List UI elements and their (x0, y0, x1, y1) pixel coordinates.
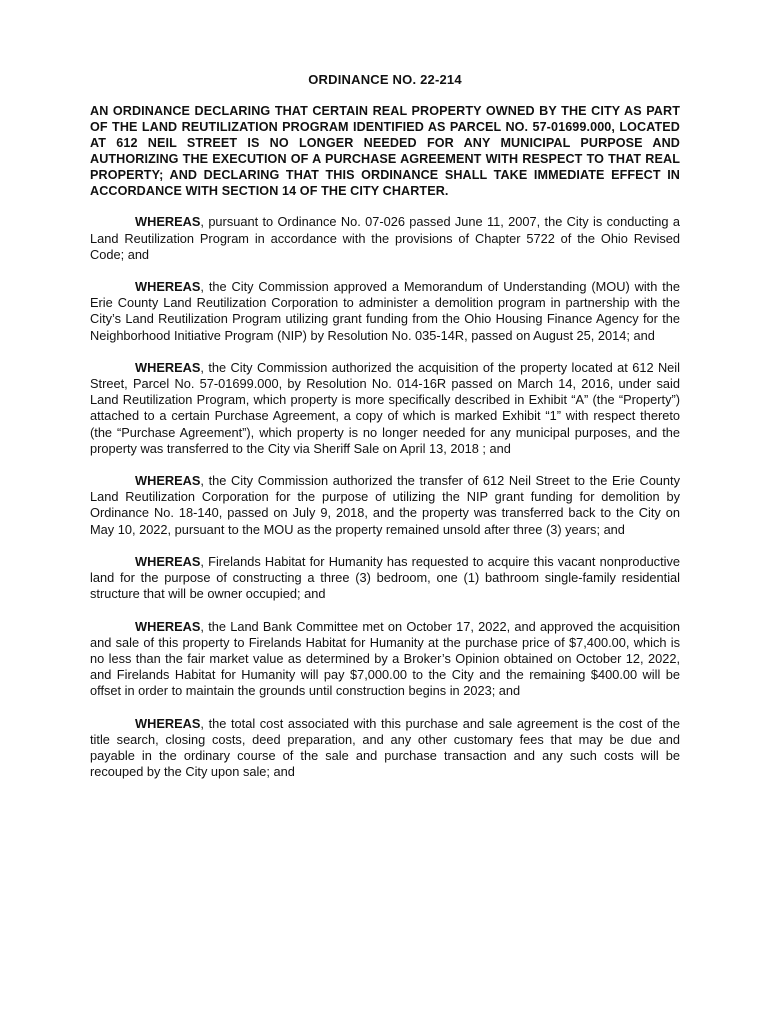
document-page (90, 72, 680, 796)
whereas-clause-2 (90, 279, 680, 344)
clause-lead: WHEREAS (135, 618, 201, 634)
clause-lead: WHEREAS (135, 473, 201, 489)
whereas-clause-4 (90, 473, 680, 538)
clause-lead: WHEREAS (135, 553, 201, 569)
whereas-clause-7 (90, 716, 680, 781)
ordinance-title: ORDINANCE NO. 22-214 (308, 72, 462, 87)
ordinance-heading: AN ORDINANCE DECLARING THAT CERTAIN REAL PROPERTY OWNED BY THE CITY AS PART OF THE LAND REUTILIZATION PROGRAM IDENTIFIED AS PARCEL NO. 57-01699.000, LOCATED AT 612 NEIL STREET IS NO LONGER NEEDED FOR ANY MUNICIPAL PURPOSE AND AUTHORIZING THE EXECUTION OF A PURCHASE AGREEMENT WITH RESPECT TO THAT REAL PROPERTY; AND DECLARING THAT THIS ORDINANCE SHALL TAKE IMMEDIATE EFFECT IN ACCORDANCE WITH SECTION 14 OF THE CITY CHARTER. (90, 104, 680, 198)
clause-text: , the total cost associated with this purchase and sale agreement is the cost of the title search, closing costs, deed preparation, and any other customary fees that may be due and payable in the ordinary course of the sale and purchase transaction and any such costs will be recouped by the City upon sale; and (90, 715, 680, 780)
clause-text: , the Land Bank Committee met on October 17, 2022, and approved the acquisition and sale of this property to Firelands Habitat for Humanity at the purchase price of $7,400.00, which is no less than the fair market value as determined by a Broker’s Opinion obtained on October 12, 2022, and Firelands Habitat for Humanity will pay $7,000.00 to the City and the remaining $400.00 will be offset in order to maintain the grounds until construction begins in 2023; and (90, 618, 680, 699)
whereas-clause-1 (90, 214, 680, 263)
clause-text: , the City Commission authorized the acquisition of the property located at 612 Neil Street, Parcel No. 57-01699.000, by Resolution No. 014-16R passed on March 14, 2016, under said Land Reutilization Program, which property is more specifically described in Exhibit “A” (the “Property”) attached to a certain Purchase Agreement, a copy of which is marked Exhibit “1” with respect thereto (the “Purchase Agreement”), which property is no longer needed for any municipal purposes, and the property was transferred to the City via Sheriff Sale on April 13, 2018 ; and (90, 359, 680, 456)
whereas-clause-6 (90, 619, 680, 700)
clause-text: , Firelands Habitat for Humanity has requested to acquire this vacant nonproductive land for the purpose of constructing a three (3) bedroom, one (1) bathroom single-family residential structure that will be owner occupied; and (90, 553, 680, 602)
clause-text: , the City Commission authorized the transfer of 612 Neil Street to the Erie County Land Reutilization Corporation for the purpose of utilizing the NIP grant funding for demolition by Ordinance No. 18-140, passed on July 9, 2018, and the property was transferred back to the City on May 10, 2022, pursuant to the MOU as the property remained unsold after three (3) years; and (90, 473, 680, 537)
whereas-clause-3 (90, 360, 680, 457)
whereas-clause-5 (90, 554, 680, 603)
clause-lead: WHEREAS (135, 359, 201, 375)
clause-text: , pursuant to Ordinance No. 07-026 passed June 11, 2007, the City is conducting a Land Reutilization Program in accordance with the provisions of Chapter 5722 of the Ohio Revised Code; and (90, 214, 680, 262)
clause-lead: WHEREAS (135, 279, 201, 295)
clause-lead: WHEREAS (135, 715, 201, 731)
clause-lead: WHEREAS (135, 214, 201, 230)
clause-text: , the City Commission approved a Memorandum of Understanding (MOU) with the Erie County Land Reutilization Corporation to administer a demolition program in partnership with the City’s Land Reutilization Program utilizing grant funding from the Ohio Housing Finance Agency for the Neighborhood Initiative Program (NIP) by Resolution No. 035-14R, passed on August 25, 2014; and (90, 279, 680, 343)
